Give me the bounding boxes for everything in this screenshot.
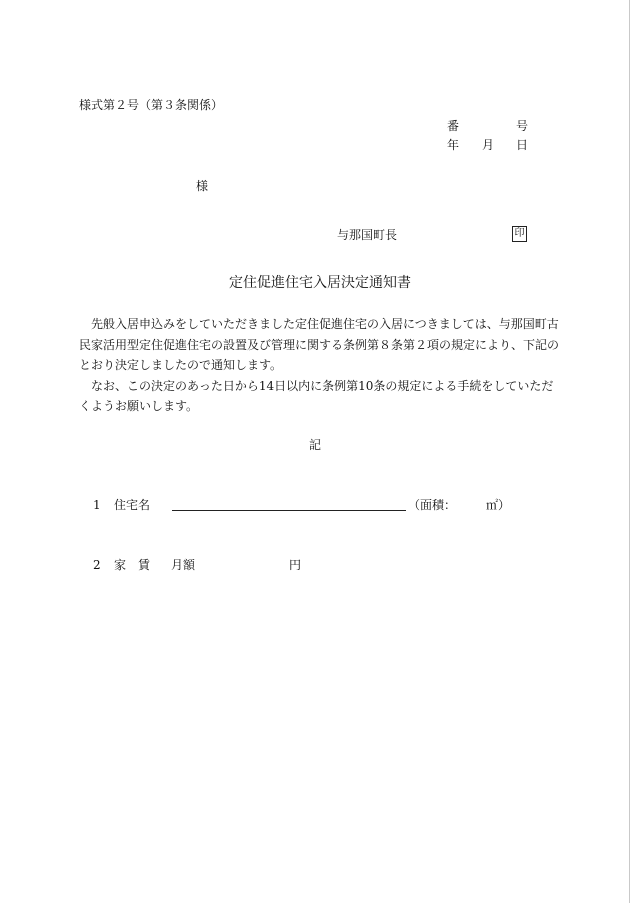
item1-label: 住宅名 [114, 498, 151, 512]
housing-name-blank-line [172, 510, 406, 511]
area-label: （面積： [408, 498, 457, 512]
sender-name: 与那国町長 [337, 228, 398, 242]
date-day: 日 [516, 138, 529, 152]
paragraph-2: なお、この決定のあった日から14日以内に条例第10条の規定による手続をしていただくようお願いします。 [79, 378, 554, 413]
ref-number-label: 番 [447, 119, 460, 133]
document-title: 定住促進住宅入居決定通知書 [229, 275, 411, 291]
recipient-suffix: 様 [196, 179, 209, 193]
ki-heading: 記 [309, 438, 322, 452]
yen-label: 円 [289, 558, 302, 572]
area-unit: ㎡） [486, 498, 511, 512]
form-number: 様式第２号（第３条関係） [79, 98, 224, 112]
date-year: 年 [447, 138, 460, 152]
monthly-label: 月額 [171, 558, 196, 572]
ref-number-suffix: 号 [516, 119, 529, 133]
item1-number: 1 [93, 498, 101, 512]
seal-box: 印 [512, 226, 527, 242]
item2-label: 家 賃 [114, 558, 151, 572]
date-month: 月 [482, 138, 495, 152]
item2-number: 2 [93, 558, 101, 572]
paragraph-1: 先般入居申込みをしていただきました定住促進住宅の入居につきましては、与那国町古民家活用型定住促進住宅の設置及び管理に関する条例第８条第２項の規定により、下記のとおり決定しましたので通知します。 [79, 317, 560, 372]
body-text [79, 314, 559, 417]
